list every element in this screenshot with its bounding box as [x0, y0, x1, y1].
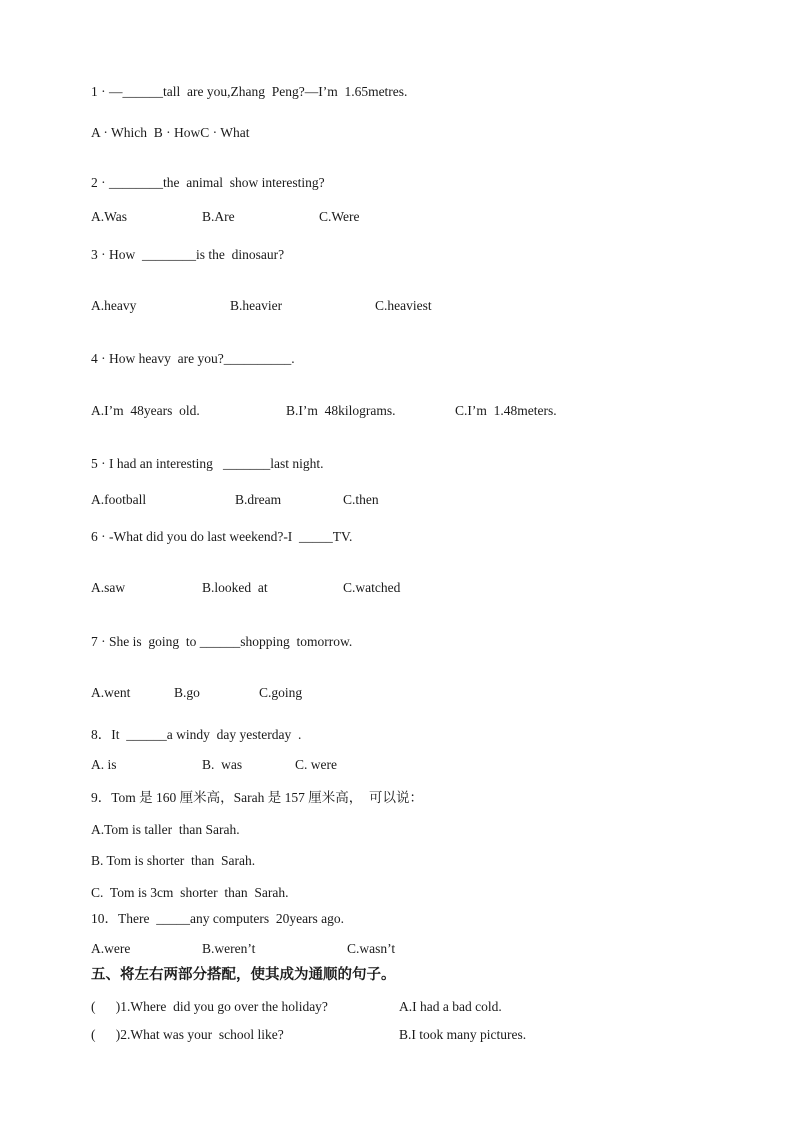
question-10-option-b: B.weren’t [202, 941, 256, 956]
question-3-option-c: C.heaviest [375, 298, 432, 313]
question-6-option-b: B.looked at [202, 580, 268, 595]
question-8-option-a: A. is [91, 757, 117, 772]
match-item-2-question: ( )2.What was your school like? [91, 1027, 284, 1042]
question-8-option-c: C. were [295, 757, 337, 772]
question-4-option-c: C.I’m 1.48meters. [455, 403, 557, 418]
question-7-stem: 7 · She is going to ______shopping tomorrow. [91, 634, 353, 649]
question-4-stem: 4 · How heavy are you?__________. [91, 351, 295, 366]
match-item-1-question: ( )1.Where did you go over the holiday? [91, 999, 328, 1014]
question-6-option-a: A.saw [91, 580, 126, 595]
question-7-option-b: B.go [174, 685, 200, 700]
question-8-stem: 8．It ______a windy day yesterday . [91, 727, 302, 742]
question-4-option-a: A.I’m 48years old. [91, 403, 200, 418]
match-item-2-answer: B.I took many pictures. [399, 1027, 527, 1042]
match-item-1-answer: A.I had a bad cold. [399, 999, 502, 1014]
question-10-option-a: A.were [91, 941, 131, 956]
section-title: 五、将左右两部分搭配，使其成为通顺的句子。 [91, 967, 396, 983]
question-9-option-b: B. Tom is shorter than Sarah. [91, 853, 256, 868]
question-1-stem: 1 · —______tall are you,Zhang Peng?—I’m 1.65metres. [91, 84, 408, 99]
question-8-option-b: B. was [202, 757, 243, 772]
question-5-option-a: A.football [91, 492, 147, 507]
question-5-stem: 5 · I had an interesting _______last night. [91, 456, 324, 471]
question-1-options: A · Which B · HowC · What [91, 125, 250, 140]
question-2-option-b: B.Are [202, 209, 235, 224]
question-7-option-a: A.went [91, 685, 131, 700]
question-2-option-a: A.Was [91, 209, 128, 224]
question-6-option-c: C.watched [343, 580, 401, 595]
question-6-stem: 6 · -What did you do last weekend?-I _____TV. [91, 529, 353, 544]
question-9-stem: 9．Tom 是 160 厘米高，Sarah 是 157 厘米高， 可以说： [91, 790, 424, 805]
question-5-option-c: C.then [343, 492, 379, 507]
question-4-option-b: B.I’m 48kilograms. [286, 403, 396, 418]
question-10-stem: 10．There _____any computers 20years ago. [91, 911, 345, 926]
question-9-option-c: C. Tom is 3cm shorter than Sarah. [91, 885, 289, 900]
question-3-stem: 3 · How ________is the dinosaur? [91, 247, 285, 262]
question-2-option-c: C.Were [319, 209, 360, 224]
question-10-option-c: C.wasn’t [347, 941, 396, 956]
question-3-option-b: B.heavier [230, 298, 283, 313]
question-5-option-b: B.dream [235, 492, 282, 507]
question-2-stem: 2 · ________the animal show interesting? [91, 175, 325, 190]
question-9-option-a: A.Tom is taller than Sarah. [91, 822, 240, 837]
question-3-option-a: A.heavy [91, 298, 137, 313]
question-7-option-c: C.going [259, 685, 303, 700]
